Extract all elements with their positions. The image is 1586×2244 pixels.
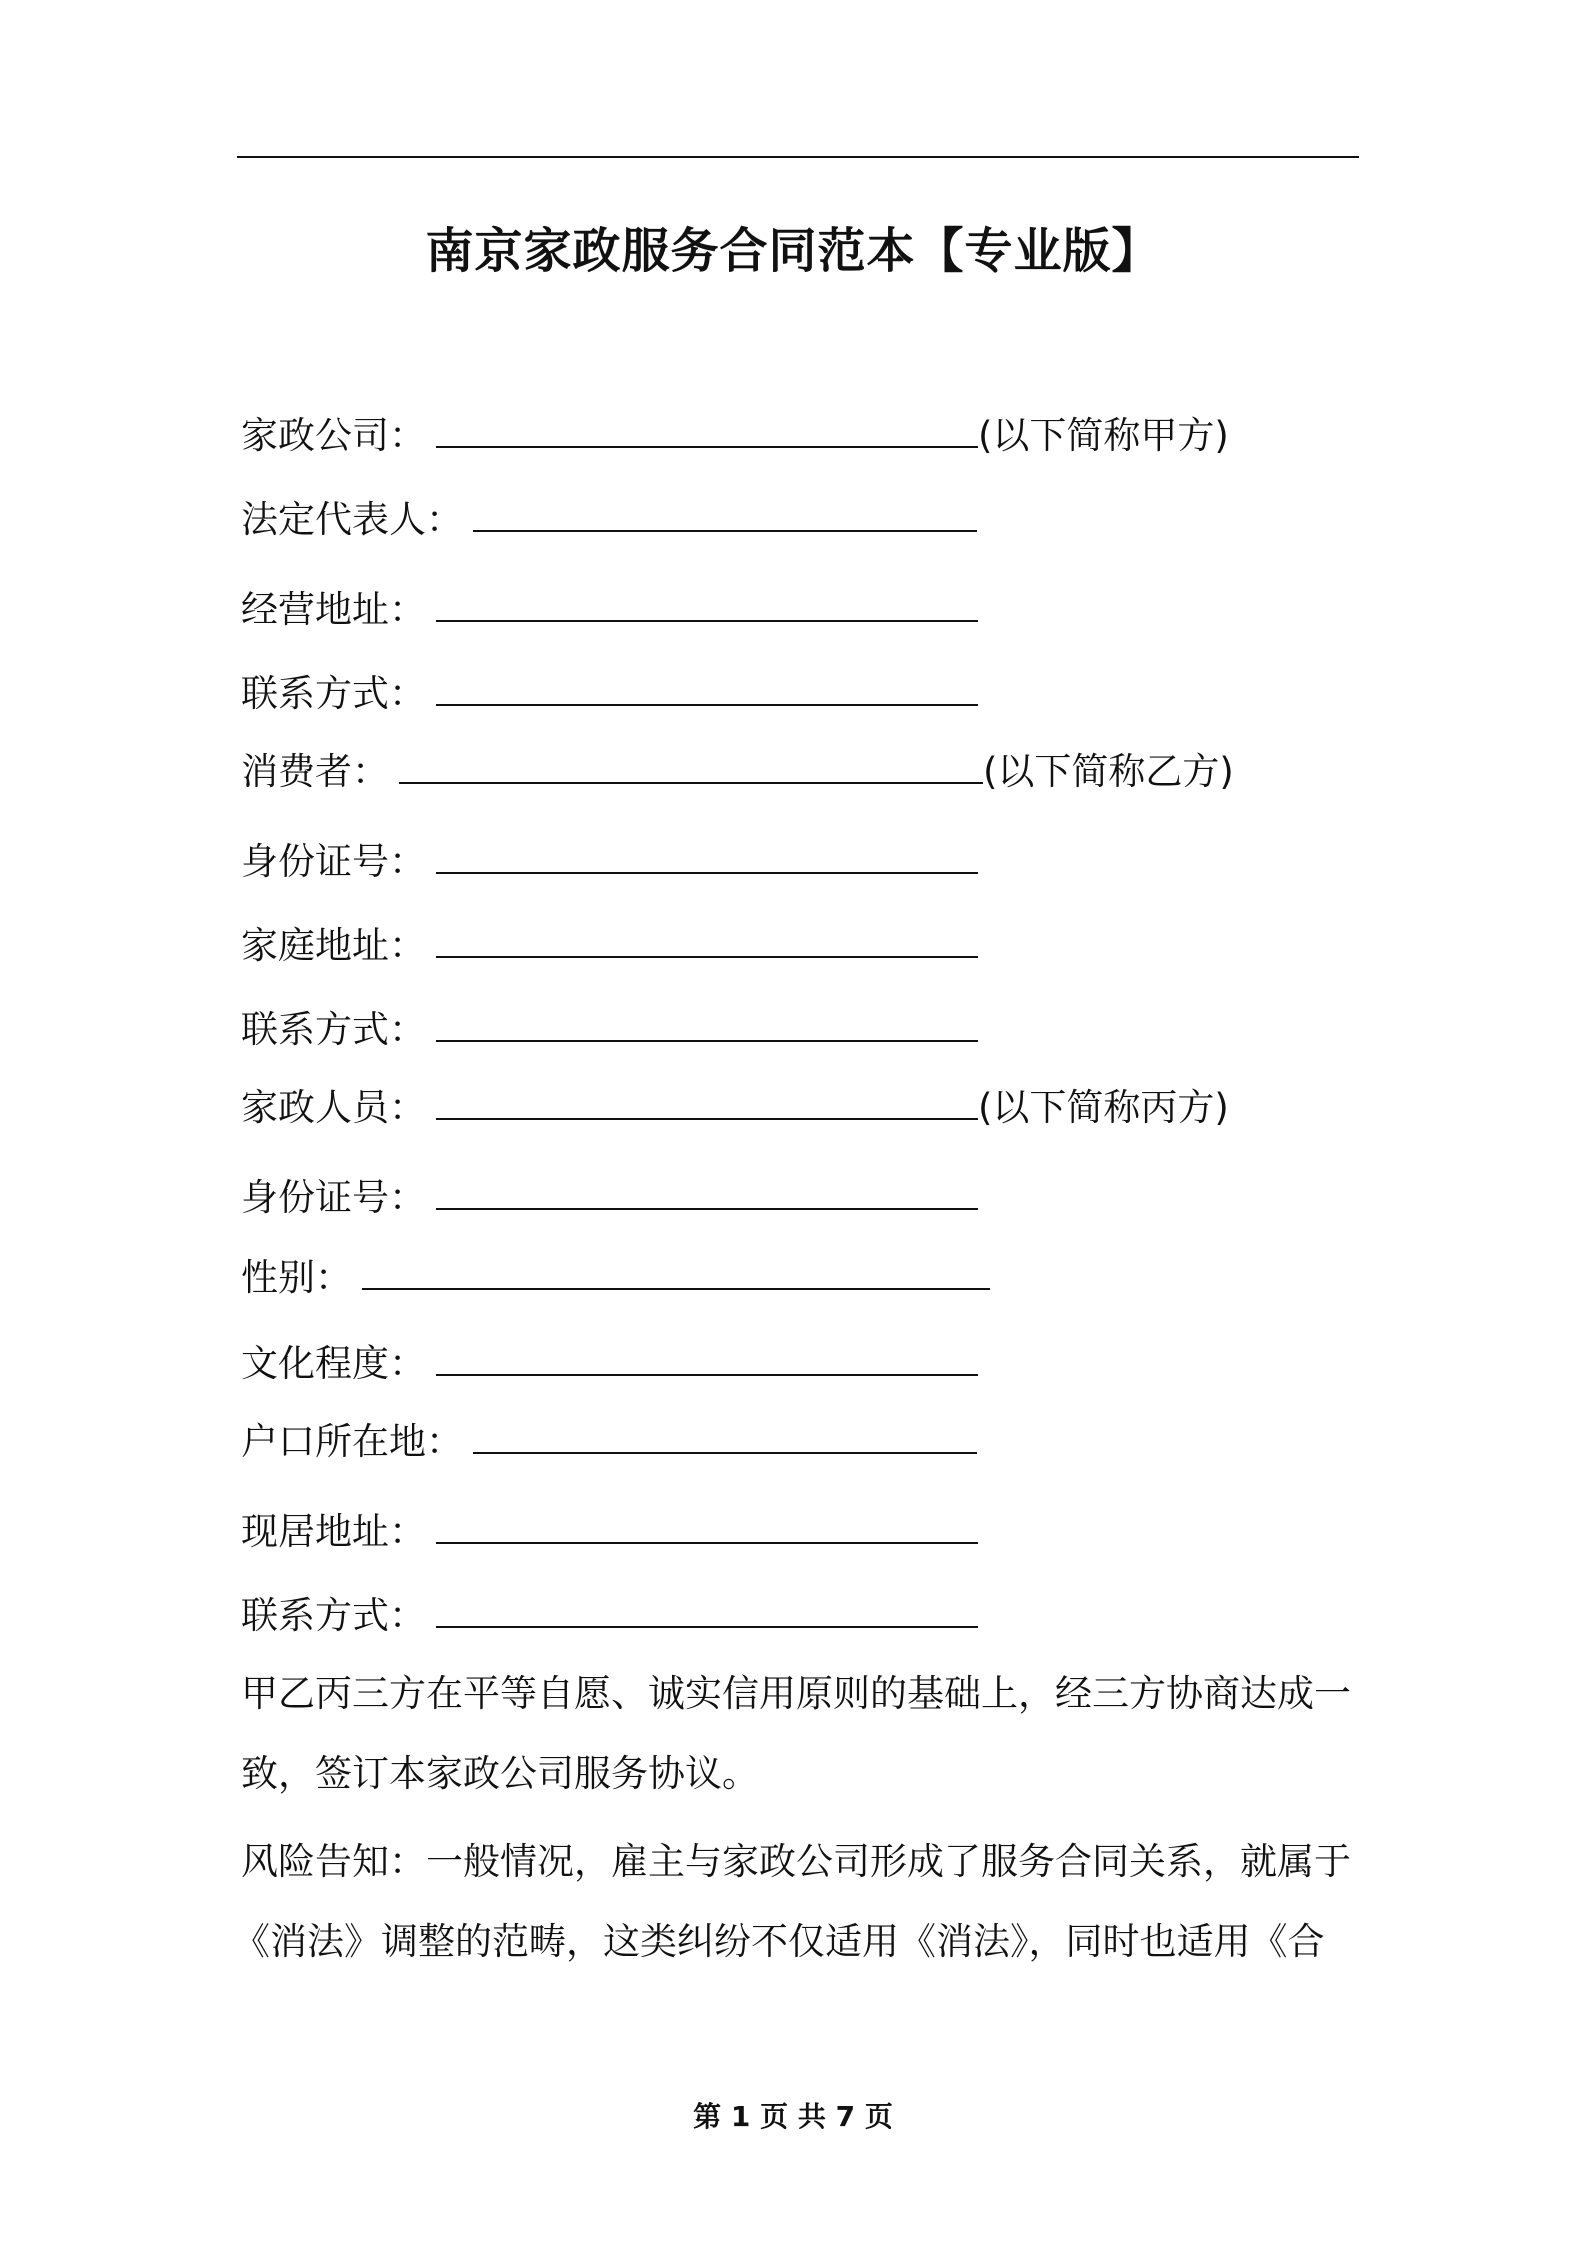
field-label: 文化程度： bbox=[241, 1342, 426, 1385]
field-home-address bbox=[241, 918, 978, 974]
blank-line[interactable] bbox=[436, 410, 978, 448]
field-label: 性别： bbox=[241, 1256, 352, 1299]
field-label: 家庭地址： bbox=[241, 924, 426, 967]
field-label: 家政人员： bbox=[241, 1086, 426, 1129]
field-label: 经营地址： bbox=[241, 588, 426, 631]
blank-line[interactable] bbox=[436, 1172, 978, 1210]
field-company bbox=[241, 408, 1229, 464]
field-label: 联系方式： bbox=[241, 1008, 426, 1051]
blank-line[interactable] bbox=[436, 920, 978, 958]
field-label: 法定代表人： bbox=[241, 498, 463, 541]
page-number: 第 1 页 共 7 页 bbox=[693, 2100, 893, 2133]
field-business-address bbox=[241, 582, 978, 638]
blank-line[interactable] bbox=[436, 584, 978, 622]
blank-line[interactable] bbox=[436, 1082, 978, 1120]
field-label: 联系方式： bbox=[241, 672, 426, 715]
blank-line[interactable] bbox=[399, 746, 983, 784]
field-suffix: (以下简称乙方) bbox=[983, 750, 1234, 793]
field-gender bbox=[241, 1250, 990, 1306]
field-worker-id bbox=[241, 1170, 978, 1226]
field-label: 消费者： bbox=[241, 750, 389, 793]
field-domestic-worker bbox=[241, 1080, 1229, 1136]
field-label: 身份证号： bbox=[241, 1176, 426, 1219]
blank-line[interactable] bbox=[473, 1416, 977, 1454]
blank-line[interactable] bbox=[436, 1004, 978, 1042]
field-household-registration bbox=[241, 1414, 977, 1470]
field-label: 身份证号： bbox=[241, 840, 426, 883]
blank-line[interactable] bbox=[436, 668, 978, 706]
field-label: 户口所在地： bbox=[241, 1420, 463, 1463]
field-legal-rep bbox=[241, 492, 977, 548]
field-label: 联系方式： bbox=[241, 1594, 426, 1637]
risk-notice-line: 《消法》调整的范畴，这类纠纷不仅适用《消法》，同时也适用《合 bbox=[233, 1920, 1325, 1963]
field-education bbox=[241, 1336, 978, 1392]
field-current-address bbox=[241, 1504, 978, 1560]
blank-line[interactable] bbox=[362, 1252, 990, 1290]
field-label: 现居地址： bbox=[241, 1510, 426, 1553]
body-paragraph-line: 甲乙丙三方在平等自愿、诚实信用原则的基础上，经三方协商达成一 bbox=[241, 1672, 1351, 1715]
document-title: 南京家政服务合同范本【专业版】 bbox=[425, 223, 1161, 279]
field-worker-contact bbox=[241, 1588, 978, 1644]
field-consumer-contact bbox=[241, 1002, 978, 1058]
field-company-contact bbox=[241, 666, 978, 722]
blank-line[interactable] bbox=[436, 1590, 978, 1628]
field-label: 家政公司： bbox=[241, 414, 426, 457]
field-suffix: (以下简称丙方) bbox=[978, 1086, 1229, 1129]
body-paragraph-line: 致，签订本家政公司服务协议。 bbox=[241, 1752, 759, 1795]
blank-line[interactable] bbox=[473, 494, 977, 532]
blank-line[interactable] bbox=[436, 1506, 978, 1544]
field-consumer-id bbox=[241, 834, 978, 890]
field-suffix: (以下简称甲方) bbox=[978, 414, 1229, 457]
blank-line[interactable] bbox=[436, 1338, 978, 1376]
field-consumer bbox=[241, 744, 1234, 800]
header-rule bbox=[237, 156, 1359, 158]
blank-line[interactable] bbox=[436, 836, 978, 874]
risk-notice-line: 风险告知：一般情况，雇主与家政公司形成了服务合同关系，就属于 bbox=[241, 1840, 1351, 1883]
